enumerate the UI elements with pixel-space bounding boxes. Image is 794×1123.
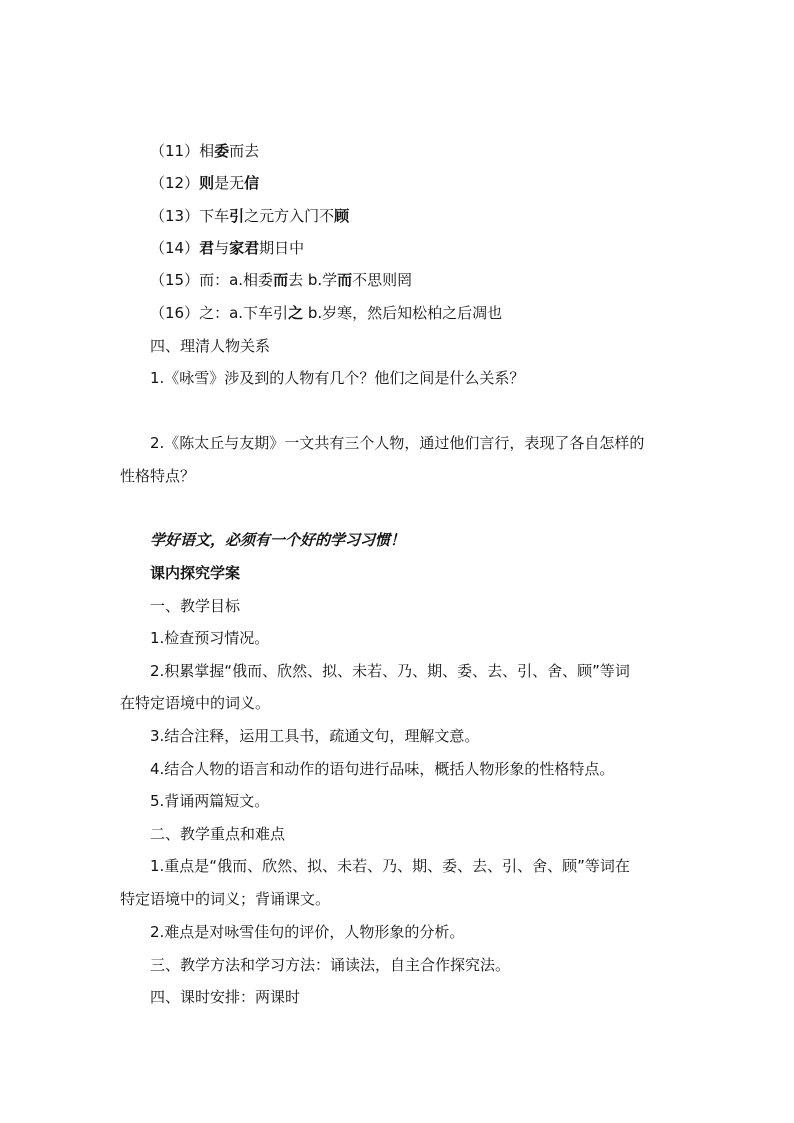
key-points-heading: 二、教学重点和难点 <box>150 825 286 843</box>
item-text: 不思则罔 <box>352 271 413 289</box>
item-text: 下车 <box>199 207 230 225</box>
key-point-1-line-2: 特定语境中的词义；背诵课文。 <box>120 890 331 908</box>
item-keyword: 君 <box>199 239 215 257</box>
vocab-item-12 <box>150 173 259 193</box>
item-keyword: 之 <box>288 304 304 322</box>
schedule-line: 四、课时安排：两课时 <box>150 988 301 1006</box>
item-text: b.岁寒，然后知松柏之后凋也 <box>303 304 503 322</box>
vocab-item-16 <box>150 303 502 323</box>
key-point-1-line-1: 1.重点是“俄而、欣然、拟、未若、乃、期、委、去、引、舍、顾”等词在 <box>150 857 630 875</box>
goal-3: 3.结合注释，运用工具书，疏通文句，理解文意。 <box>150 727 480 745</box>
motto: 学好语文，必须有一个好的学习习惯！ <box>150 531 406 549</box>
goal-4: 4.结合人物的语言和动作的语句进行品味，概括人物形象的性格特点。 <box>150 760 615 778</box>
item-number: （11） <box>150 142 200 160</box>
vocab-item-11 <box>150 141 259 161</box>
item-text: 而：a.相委 <box>199 271 274 289</box>
item-text: 相 <box>199 142 215 160</box>
vocab-item-14 <box>150 238 304 258</box>
item-number: （14） <box>150 239 200 257</box>
question-2-line-2: 性格特点？ <box>120 467 196 485</box>
item-keyword: 而 <box>337 271 353 289</box>
item-text: 之：a.下车引 <box>199 304 289 322</box>
question-2-line-1: 2.《陈太丘与友期》一文共有三个人物，通过他们言行，表现了各自怎样的 <box>150 434 645 452</box>
goal-1: 1.检查预习情况。 <box>150 629 270 647</box>
item-number: （15） <box>150 271 200 289</box>
plan-title: 课内探究学案 <box>150 564 241 582</box>
goal-5: 5.背诵两篇短文。 <box>150 792 270 810</box>
item-text: 是无 <box>214 174 245 192</box>
item-text: 而去 <box>229 142 260 160</box>
methods-line: 三、教学方法和学习方法：诵读法，自主合作探究法。 <box>150 956 511 974</box>
item-keyword: 引 <box>229 207 245 225</box>
goal-2-line-1: 2.积累掌握“俄而、欣然、拟、未若、乃、期、委、去、引、舍、顾”等词 <box>150 662 630 680</box>
question-1: 1.《咏雪》涉及到的人物有几个？他们之间是什么关系？ <box>150 369 525 387</box>
item-keyword: 信 <box>244 174 260 192</box>
item-keyword: 而 <box>273 271 289 289</box>
item-text: 期日中 <box>259 239 305 257</box>
section-heading-relationships: 四、理清人物关系 <box>150 337 271 355</box>
item-keyword: 则 <box>199 174 215 192</box>
vocab-item-13 <box>150 206 349 226</box>
vocab-item-15 <box>150 270 412 290</box>
item-keyword: 委 <box>214 142 230 160</box>
item-text: 与 <box>214 239 230 257</box>
goal-2-line-2: 在特定语境中的词义。 <box>120 694 271 712</box>
item-number: （12） <box>150 174 200 192</box>
item-number: （13） <box>150 207 200 225</box>
item-text: 去 b.学 <box>288 271 338 289</box>
goals-heading: 一、教学目标 <box>150 597 241 615</box>
item-keyword: 顾 <box>334 207 350 225</box>
key-point-2: 2.难点是对咏雪佳句的评价，人物形象的分析。 <box>150 923 465 941</box>
item-text: 之元方入门不 <box>244 207 335 225</box>
item-number: （16） <box>150 304 200 322</box>
item-keyword: 家君 <box>229 239 260 257</box>
